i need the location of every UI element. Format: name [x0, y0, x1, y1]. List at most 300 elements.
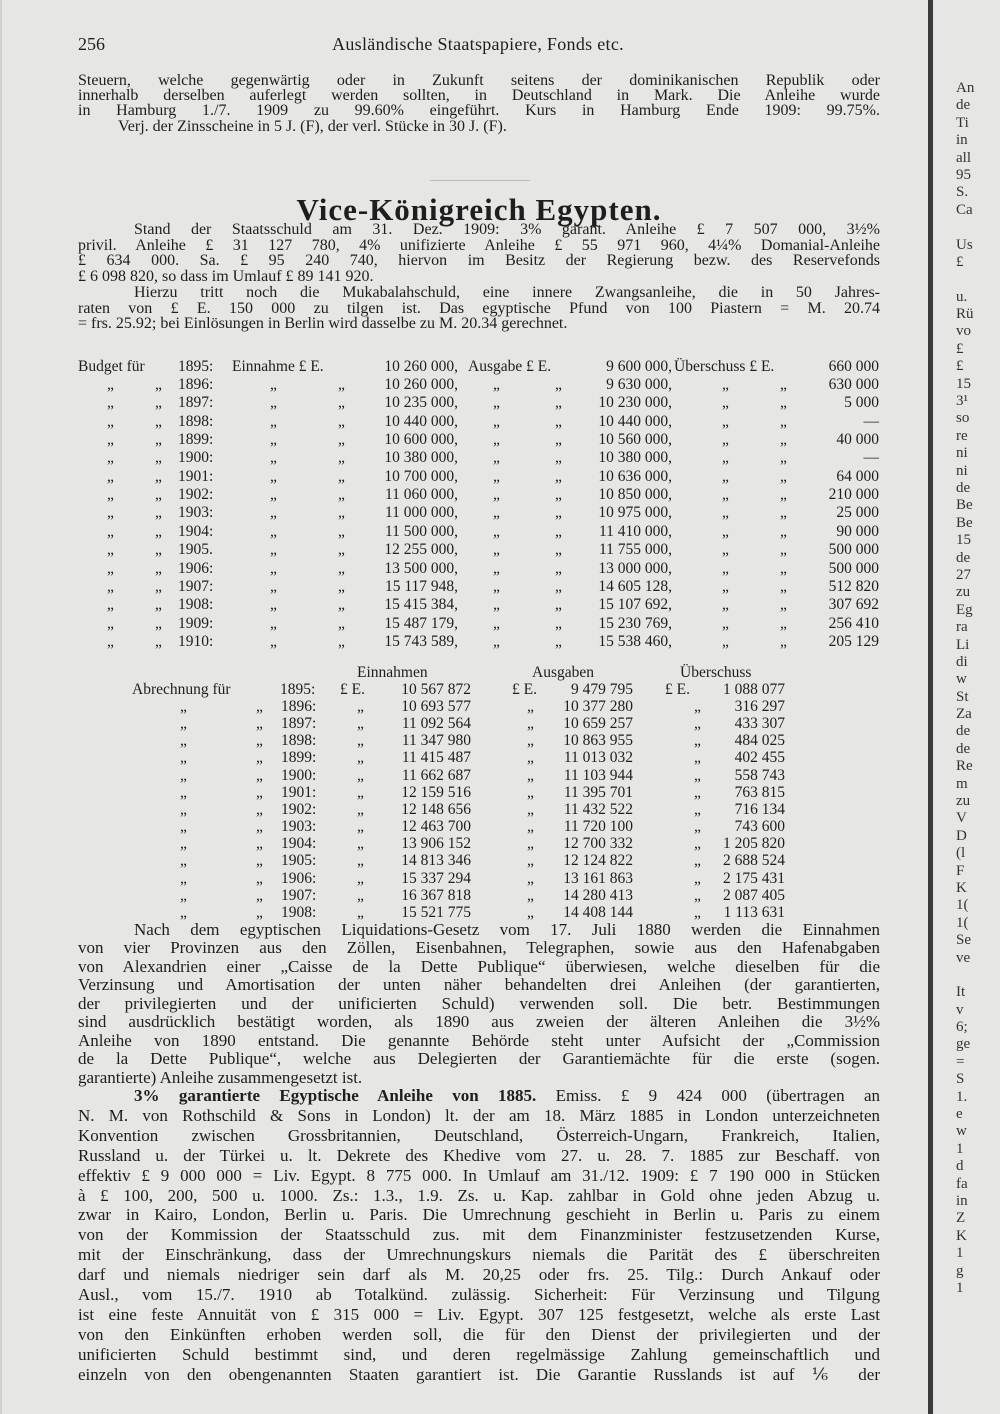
ditto-mark: „: [493, 596, 500, 614]
margin-fragment: m: [956, 775, 968, 792]
margin-fragment: Re: [956, 758, 973, 775]
ditto-mark: „: [694, 869, 701, 887]
ditto-mark: „: [107, 467, 114, 485]
margin-fragment: 3¹: [956, 393, 968, 410]
ausgaben-value: 14 408 144: [563, 903, 633, 921]
ausgabe-value: 11 410 000,: [598, 522, 672, 540]
margin-fragment: An: [956, 80, 975, 96]
margin-fragment: 15: [956, 532, 971, 549]
year: 1901:: [281, 783, 317, 801]
ditto-mark: „: [270, 504, 277, 522]
ditto-mark: „: [270, 431, 277, 449]
loan-heading-line: [78, 1086, 880, 1106]
year: 1899:: [281, 749, 317, 767]
ditto-mark: „: [270, 376, 277, 393]
einnahme-value: 10 700 000,: [384, 467, 458, 485]
ueberschuss-value: 660 000: [828, 358, 879, 375]
budget-row: [0, 449, 1000, 467]
year: 1907:: [281, 886, 317, 904]
ditto-mark: „: [555, 522, 562, 540]
margin-fragment: zu: [956, 793, 971, 810]
section-divider: [430, 180, 530, 181]
next-page-fragment: [956, 80, 1000, 1297]
ausgaben-value: 10 863 955: [563, 732, 633, 750]
text-line: = frs. 25.92; bei Einlösungen in Berlin wird dasselbe zu M. 20.34 gerechnet.: [78, 315, 568, 333]
ditto-mark: „: [357, 766, 364, 784]
margin-fragment: ni: [956, 445, 968, 462]
ditto-mark: „: [694, 783, 701, 801]
ditto-mark: „: [256, 869, 263, 887]
text-line: von den Einkünften erhoben werden soll, die für den Dienst der privilegierten und der: [78, 1324, 880, 1344]
ditto-mark: „: [780, 431, 787, 449]
text-line: Nach dem egyptischen Liquidations-Gesetz vom 17. Juli 1880 werden die Einnahmen: [134, 920, 880, 939]
ditto-mark: „: [780, 577, 787, 595]
accounts-row: [0, 749, 1000, 767]
ditto-mark: „: [180, 818, 187, 836]
ditto-mark: „: [527, 800, 534, 818]
einnahme-value: 10 260 000,: [384, 358, 458, 375]
budget-row: [0, 596, 1000, 614]
year: 1907:: [178, 577, 214, 595]
margin-fragment: ra: [956, 619, 968, 636]
budget-row: [0, 560, 1000, 578]
ueberschuss-value: —: [863, 412, 879, 430]
ditto-mark: „: [270, 577, 277, 595]
ditto-mark: „: [338, 522, 345, 540]
year: 1896:: [281, 698, 317, 715]
margin-fragment: so: [956, 410, 970, 427]
book-gutter: [928, 0, 933, 1414]
ditto-mark: „: [527, 852, 534, 870]
year: 1897:: [178, 394, 214, 412]
margin-fragment: £: [956, 253, 964, 270]
margin-fragment: Ca: [956, 201, 973, 218]
ditto-mark: „: [357, 800, 364, 818]
accounts-row: [0, 715, 1000, 733]
ditto-mark: „: [493, 559, 500, 577]
ditto-mark: „: [780, 541, 787, 559]
ditto-mark: „: [270, 394, 277, 412]
ditto-mark: „: [555, 376, 562, 393]
loan-heading: 3% garantierte Egyptische Anleihe von 1885.: [134, 1086, 537, 1105]
ditto-mark: „: [527, 766, 534, 784]
ueberschuss-value: 307 692: [828, 596, 879, 614]
budget-row: [0, 615, 1000, 633]
page-number: 256: [78, 34, 105, 54]
einnahmen-value: 12 463 700: [401, 818, 471, 836]
ditto-mark: „: [155, 449, 162, 467]
text-line: einzeln von den obengenannten Staaten garantiert ist. Die Garantie Russlands ist auf ⅙ der: [78, 1364, 880, 1384]
einnahme-value: 15 415 384,: [384, 596, 458, 614]
ditto-mark: „: [107, 632, 114, 650]
ditto-mark: „: [338, 376, 345, 393]
budget-row: [0, 578, 1000, 596]
ditto-mark: „: [694, 800, 701, 818]
text-line: von Alexandrien einer „Caisse de la Dette Publique“ überwiesen, welche dieselben für die: [78, 956, 880, 976]
ueberschuss-value: 500 000: [828, 541, 879, 559]
text-line: £ 6 098 820, so dass im Umlauf £ 89 141 920.: [78, 268, 374, 286]
budget-row: [0, 504, 1000, 522]
ditto-mark: „: [493, 376, 500, 393]
ausgabe-value: 10 850 000,: [598, 486, 672, 504]
ueberschuss-value: 64 000: [836, 467, 879, 485]
einnahme-value: 10 440 000,: [384, 412, 458, 430]
text-line: Hierzu tritt noch die Mukabalahschuld, eine innere Zwangsanleihe, die in 50 Jahres-: [134, 284, 880, 301]
margin-fragment: w: [956, 671, 967, 688]
budget-row: [0, 486, 1000, 504]
ditto-mark: „: [694, 852, 701, 870]
text-line: darf und niemals niedriger sein darf als M. 20,25 oder frs. 25. Tilg.: Durch Ankauf oder: [78, 1265, 880, 1285]
ditto-mark: „: [694, 766, 701, 784]
accounts-row: [0, 767, 1000, 785]
column-header-einnahmen: Einnahmen: [357, 664, 428, 681]
ditto-mark: „: [722, 577, 729, 595]
ditto-mark: „: [338, 467, 345, 485]
text-line: N. M. von Rothschild & Sons in London) lt. der am 18. März 1885 in London unterzeichneten: [78, 1105, 880, 1125]
budget-row: [0, 413, 1000, 431]
ditto-mark: „: [493, 577, 500, 595]
text-line: von vier Provinzen aus den Zöllen, Eisenbahnen, Telegraphen, sowie aus den Hafenabgaben: [78, 938, 880, 958]
text-line: garantierte) Anleihe zusammengesetzt ist.: [78, 1067, 363, 1087]
margin-fragment: Z: [956, 1210, 966, 1227]
einnahme-value: 10 235 000,: [384, 394, 458, 412]
ditto-mark: „: [555, 541, 562, 559]
margin-fragment: Za: [956, 706, 972, 723]
ausgabe-value: 10 440 000,: [598, 412, 672, 430]
ditto-mark: „: [155, 412, 162, 430]
text-line: mit der Einschränkung, dass der Umrechnungskurs niemals die Parität des £ überschreiten: [78, 1245, 880, 1265]
margin-fragment: K: [956, 1227, 967, 1244]
margin-fragment: de: [956, 723, 971, 740]
ditto-mark: „: [722, 559, 729, 577]
ditto-mark: „: [180, 732, 187, 750]
ditto-mark: „: [256, 800, 263, 818]
year: 1903:: [281, 818, 317, 836]
ditto-mark: „: [527, 715, 534, 733]
budget-row: [0, 376, 1000, 394]
ditto-mark: „: [338, 412, 345, 430]
budget-row: [0, 431, 1000, 449]
ditto-mark: „: [555, 449, 562, 467]
einnahmen-value: 12 148 656: [401, 800, 471, 818]
margin-fragment: Li: [956, 636, 970, 653]
ditto-mark: „: [155, 467, 162, 485]
ditto-mark: „: [780, 467, 787, 485]
ditto-mark: „: [180, 749, 187, 767]
ausgabe-value: 10 380 000,: [598, 449, 672, 467]
ditto-mark: „: [256, 903, 263, 921]
ditto-mark: „: [357, 818, 364, 836]
ditto-mark: „: [338, 632, 345, 650]
ditto-mark: „: [107, 559, 114, 577]
ueberschuss-value: 433 307: [734, 715, 785, 733]
text-line: innerhalb derselben auferlegt werden sollten, in Deutschland in Mark. Die Anleihe wurde: [78, 87, 880, 105]
ditto-mark: „: [780, 559, 787, 577]
ueberschuss-value: 210 000: [828, 486, 879, 504]
ditto-mark: „: [155, 632, 162, 650]
text-line: der privilegierten und der unificierten Schuld) verwenden soll. Die betr. Bestimmungen: [78, 993, 880, 1013]
ditto-mark: „: [256, 886, 263, 904]
ditto-mark: „: [722, 412, 729, 430]
einnahmen-value: 13 906 152: [401, 835, 471, 853]
ueberschuss-value: 402 455: [734, 749, 785, 767]
ditto-mark: „: [694, 818, 701, 836]
accounts-row: [0, 784, 1000, 802]
ditto-mark: „: [527, 869, 534, 887]
text-line: Konvention zwischen Grossbritannien, Deutschland, Österreich-Ungarn, Frankreich, Italien,: [78, 1125, 880, 1145]
ditto-mark: „: [155, 541, 162, 559]
ditto-mark: „: [493, 431, 500, 449]
ausgaben-value: 14 280 413: [563, 886, 633, 904]
einnahme-value: 10 600 000,: [384, 431, 458, 449]
margin-fragment: It: [956, 984, 966, 1001]
ditto-mark: „: [338, 614, 345, 632]
year: 1897:: [281, 715, 317, 733]
einnahmen-value: 11 415 487: [401, 749, 471, 767]
margin-fragment: Ti: [956, 114, 969, 131]
ditto-mark: „: [493, 504, 500, 522]
accounts-row: [0, 681, 1000, 699]
ditto-mark: „: [527, 783, 534, 801]
ditto-mark: „: [180, 800, 187, 818]
margin-fragment: Us: [956, 236, 973, 253]
margin-fragment: 1(: [956, 897, 969, 914]
margin-fragment: Be: [956, 497, 973, 514]
loan-1885-section: [78, 1086, 880, 1385]
ditto-mark: „: [527, 698, 534, 715]
year: 1895:: [280, 681, 316, 698]
ausgabe-label: Ausgabe £ E.: [468, 358, 552, 375]
margin-fragment: ge: [956, 1036, 971, 1053]
ditto-mark: „: [270, 467, 277, 485]
ausgaben-value: 10 659 257: [563, 715, 633, 733]
ditto-mark: „: [722, 596, 729, 614]
ausgaben-value: 12 124 822: [563, 852, 633, 870]
ditto-mark: „: [722, 431, 729, 449]
ditto-mark: „: [180, 715, 187, 733]
einnahme-value: 13 500 000,: [384, 559, 458, 577]
text-line: Verj. der Zinsscheine in 5 J. (F), der verl. Stücke in 30 J. (F).: [118, 117, 507, 135]
margin-fragment: di: [956, 653, 968, 670]
ditto-mark: „: [155, 431, 162, 449]
margin-fragment: K: [956, 879, 967, 896]
ditto-mark: „: [357, 715, 364, 733]
ditto-mark: „: [338, 541, 345, 559]
margin-fragment: =: [956, 1053, 965, 1070]
einnahme-value: 11 060 000,: [384, 486, 458, 504]
einnahme-value: 11 500 000,: [384, 522, 458, 540]
ausgabe-value: 10 636 000,: [598, 467, 672, 485]
ausgaben-value: 9 479 795: [571, 681, 633, 698]
ueberschuss-value: 316 297: [734, 698, 785, 715]
ditto-mark: „: [107, 394, 114, 412]
ditto-mark: „: [180, 869, 187, 887]
ditto-mark: „: [493, 449, 500, 467]
ditto-mark: „: [256, 698, 263, 715]
ditto-mark: „: [270, 412, 277, 430]
accounts-row: [0, 732, 1000, 750]
einnahmen-value: 10 693 577: [401, 698, 471, 715]
margin-fragment: S.: [956, 184, 969, 201]
einnahme-label: Einnahme £ E.: [232, 358, 324, 375]
text-line: de la Dette Publique“, welche aus Delegierten der Garantiemächte für die erste (sogen.: [78, 1049, 880, 1069]
ueberschuss-value: 1 205 820: [723, 835, 785, 853]
year: 1902:: [281, 800, 317, 818]
ueberschuss-value: 2 087 405: [723, 886, 785, 904]
einnahmen-value: 15 337 294: [401, 869, 471, 887]
margin-fragment: ni: [956, 462, 968, 479]
ueberschuss-value: 2 688 524: [723, 852, 785, 870]
ditto-mark: „: [357, 869, 364, 887]
margin-fragment: 1(: [956, 914, 969, 931]
ausgaben-value: 12 700 332: [563, 835, 633, 853]
year: 1910:: [178, 632, 214, 650]
ditto-mark: „: [780, 614, 787, 632]
text-line: in Hamburg 1./7. 1909 zu 99.60% eingeführt. Kurs in Hamburg Ende 1909: 99.75%.: [78, 102, 880, 120]
year: 1900:: [178, 449, 214, 467]
ditto-mark: „: [722, 376, 729, 393]
text-line: von der Kommission der Staatsschuld zus. mit dem Finanzminister festzusetzenden Kurse,: [78, 1225, 880, 1245]
accounts-row: [0, 698, 1000, 716]
ausgaben-value: 11 013 032: [563, 749, 633, 767]
ausgabe-value: 13 000 000,: [598, 559, 672, 577]
ditto-mark: „: [555, 596, 562, 614]
ditto-mark: „: [357, 732, 364, 750]
ditto-mark: „: [493, 467, 500, 485]
ditto-mark: „: [493, 614, 500, 632]
margin-fragment: 6;: [956, 1019, 968, 1036]
margin-fragment: 15: [956, 375, 971, 392]
ditto-mark: „: [722, 486, 729, 504]
ditto-mark: „: [780, 596, 787, 614]
ueberschuss-value: 484 025: [734, 732, 785, 750]
ditto-mark: „: [493, 541, 500, 559]
ueberschuss-value: 5 000: [844, 394, 879, 412]
year: 1906:: [178, 559, 214, 577]
ditto-mark: „: [107, 486, 114, 504]
margin-fragment: V: [956, 810, 967, 827]
ditto-mark: „: [180, 886, 187, 904]
column-header-ausgaben: Ausgaben: [532, 664, 594, 681]
ditto-mark: „: [722, 614, 729, 632]
ueberschuss-value: 763 815: [734, 783, 785, 801]
ditto-mark: „: [256, 749, 263, 767]
margin-fragment: St: [956, 688, 969, 705]
year: 1908:: [281, 903, 317, 921]
ditto-mark: „: [555, 467, 562, 485]
loan-heading-rest: Emiss. £ 9 424 000 (übertragen an: [555, 1086, 880, 1105]
ueberschuss-value: 90 000: [836, 522, 879, 540]
margin-fragment: ve: [956, 949, 971, 966]
ausgabe-value: 10 975 000,: [598, 504, 672, 522]
accounts-row: [0, 852, 1000, 870]
text-line: effektiv £ 9 000 000 = Liv. Egypt. 8 775 000. In Umlauf am 31./12. 1909: £ 7 190 000 in Stücken: [78, 1165, 880, 1185]
ditto-mark: „: [357, 886, 364, 904]
ditto-mark: „: [107, 504, 114, 522]
ditto-mark: „: [270, 486, 277, 504]
einnahme-value: 10 380 000,: [384, 449, 458, 467]
ditto-mark: „: [155, 504, 162, 522]
ditto-mark: „: [493, 412, 500, 430]
margin-fragment: [956, 967, 1000, 984]
ditto-mark: „: [270, 541, 277, 559]
margin-fragment: g: [956, 1262, 964, 1279]
einnahmen-value: 14 813 346: [401, 852, 471, 870]
ueberschuss-value: 40 000: [836, 431, 879, 449]
ditto-mark: „: [338, 449, 345, 467]
ueberschuss-value: 256 410: [828, 614, 879, 632]
einnahmen-value: 16 367 818: [401, 886, 471, 904]
ueberschuss-value: 1 113 631: [723, 903, 785, 921]
ditto-mark: „: [155, 596, 162, 614]
ditto-mark: „: [107, 522, 114, 540]
ditto-mark: „: [555, 504, 562, 522]
accounts-label: Abrechnung für: [132, 681, 231, 698]
ditto-mark: „: [722, 632, 729, 650]
ditto-mark: „: [338, 486, 345, 504]
ditto-mark: „: [357, 783, 364, 801]
mukabalah-paragraph: [78, 285, 880, 332]
year: 1895:: [178, 358, 214, 375]
ditto-mark: „: [270, 596, 277, 614]
ausgabe-value: 14 605 128,: [598, 577, 672, 595]
text-line: Steuern, welche gegenwärtig oder in Zukunft seitens der dominikanischen Republik oder: [78, 72, 880, 89]
einnahmen-value: 11 092 564: [401, 715, 471, 733]
einnahme-value: 15 487 179,: [384, 614, 458, 632]
ditto-mark: „: [107, 541, 114, 559]
margin-fragment: 1: [956, 1245, 964, 1262]
year: 1901:: [178, 467, 214, 485]
margin-fragment: 1: [956, 1140, 964, 1157]
ditto-mark: „: [107, 431, 114, 449]
text-line: Stand der Staatsschuld am 31. Dez. 1909: 3% garant. Anleihe £ 7 507 000, 3½%: [134, 221, 880, 238]
einnahmen-value: 12 159 516: [401, 783, 471, 801]
ditto-mark: „: [107, 614, 114, 632]
ausgaben-value: 11 103 944: [563, 766, 633, 784]
ditto-mark: „: [555, 559, 562, 577]
ditto-mark: „: [256, 818, 263, 836]
ausgabe-value: 15 107 692,: [598, 596, 672, 614]
margin-fragment: re: [956, 427, 968, 444]
ditto-mark: „: [722, 467, 729, 485]
ditto-mark: „: [780, 412, 787, 430]
year: 1904:: [281, 835, 317, 853]
margin-fragment: de: [956, 740, 971, 757]
debt-status-paragraph: [78, 222, 880, 285]
year: 1896:: [178, 376, 214, 393]
ditto-mark: „: [694, 835, 701, 853]
budget-label: Budget für: [78, 358, 145, 375]
ditto-mark: „: [780, 504, 787, 522]
ueberschuss-value: 512 820: [828, 577, 879, 595]
margin-fragment: 1.: [956, 1088, 968, 1105]
ditto-mark: „: [338, 559, 345, 577]
ausgaben-value: 13 161 863: [563, 869, 633, 887]
intro-paragraph: [78, 73, 880, 134]
ditto-mark: „: [338, 394, 345, 412]
ditto-mark: „: [180, 835, 187, 853]
ditto-mark: „: [555, 632, 562, 650]
text-line: sind ausdrücklich bestätigt worden, als 1890 aus zweien der älteren Anleihen die 3½%: [78, 1012, 880, 1032]
ditto-mark: „: [180, 766, 187, 784]
text-line: unificierten Schuld bestimmt sind, und deren regelmässige Zahlung gemeinschaftlich und: [78, 1344, 880, 1364]
budget-row: [0, 394, 1000, 412]
ditto-mark: „: [256, 852, 263, 870]
budget-row: [0, 468, 1000, 486]
ausgaben-value: 11 432 522: [563, 800, 633, 818]
ditto-mark: „: [107, 596, 114, 614]
margin-fragment: D: [956, 827, 967, 844]
